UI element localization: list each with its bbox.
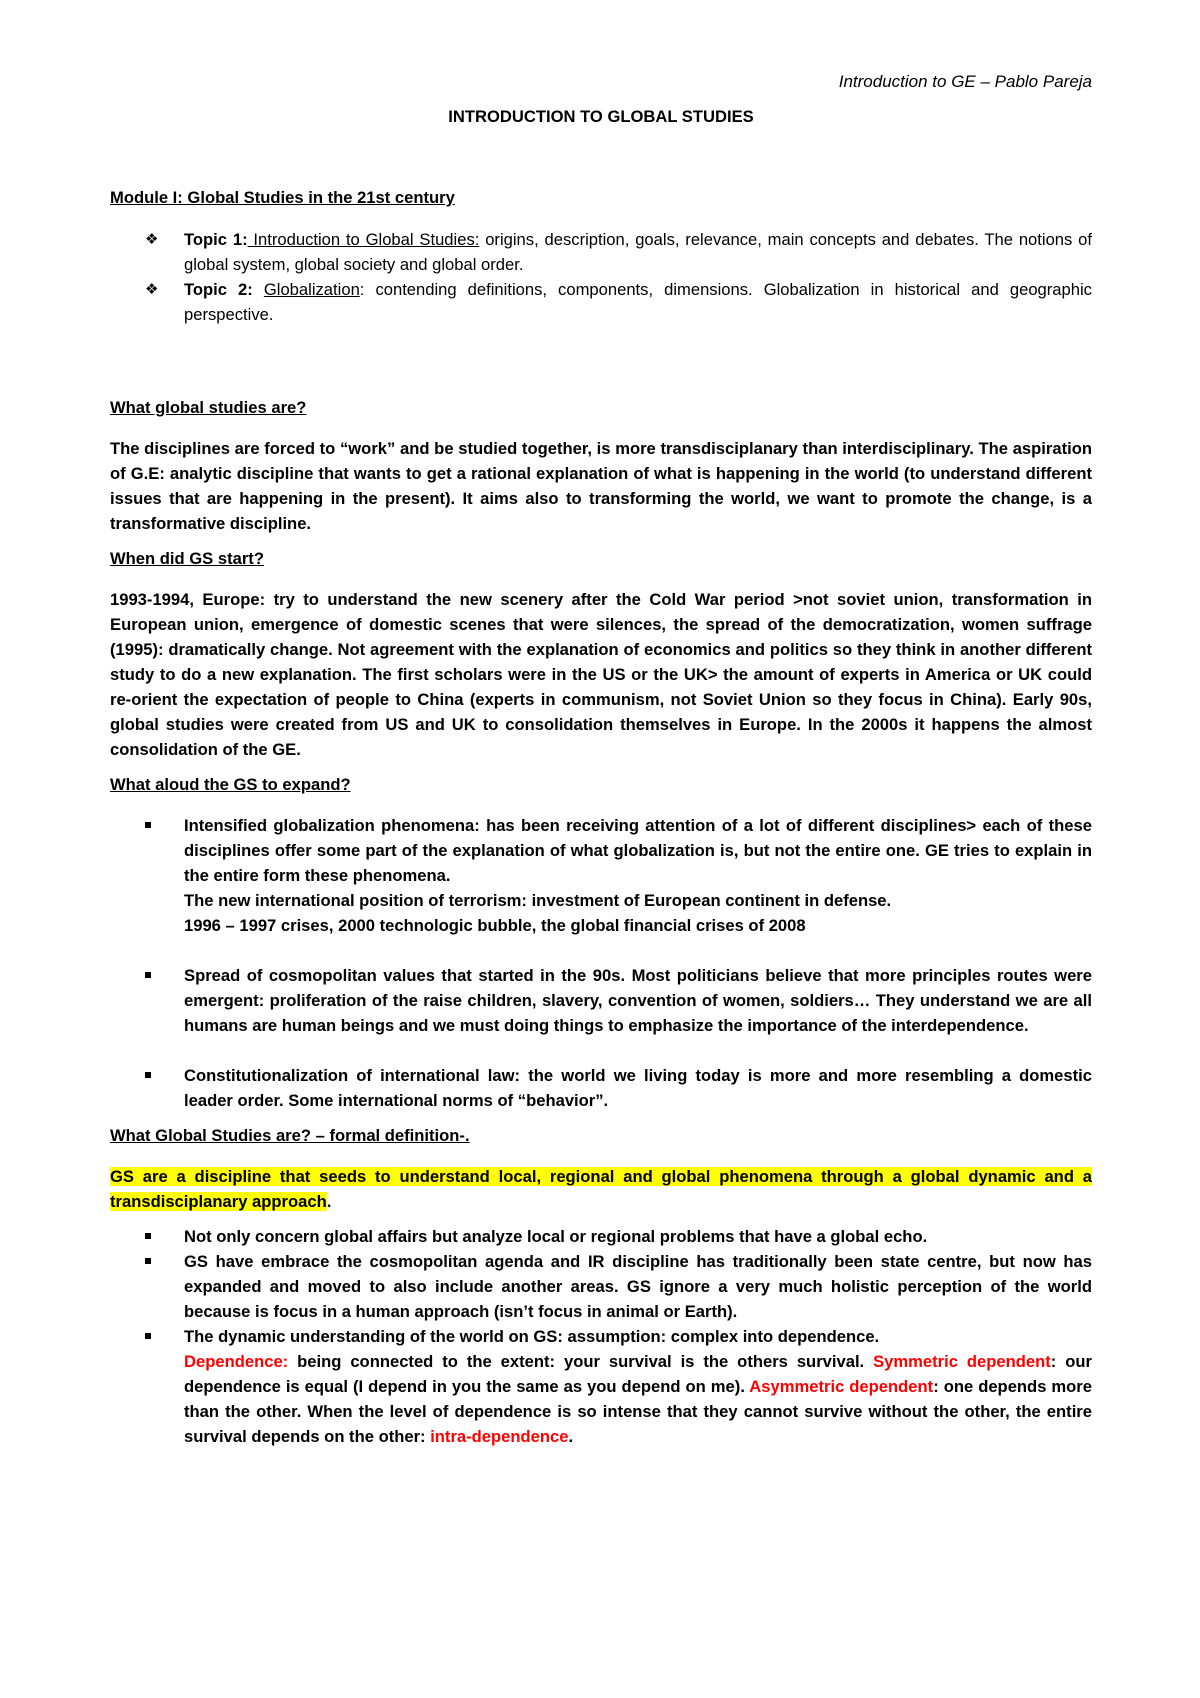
list-item-text: Not only concern global affairs but analyze local or regional problems that have a global echo. — [184, 1227, 928, 1246]
topic-item — [110, 277, 1092, 327]
topic-list — [110, 227, 1092, 327]
list-item-text: Spread of cosmopolitan values that started in the 90s. Most politicians believe that more principles routes were emergent: proliferation of the raise children, slavery, convention of women, soldiers… They understand we are all humans are human beings and we must doing things to emphasize the importance of the interdependence. — [184, 966, 1092, 1035]
list-item-text: Constitutionalization of international law: the world we living today is more and more resembling a domestic leader order. Some international norms of “behavior”. — [184, 1066, 1092, 1110]
bullet-list — [110, 1224, 1092, 1449]
term-definition: : our dependence is equal (I depend in you the same as you depend on me). — [184, 1352, 1092, 1396]
bullet-list — [110, 813, 1092, 1113]
list-item-subline: 1996 – 1997 crises, 2000 technologic bubble, the global financial crises of 2008 — [184, 916, 806, 935]
section-heading-what-gs-are: What global studies are? — [110, 398, 307, 417]
term-symmetric-dependent: Symmetric dependent — [873, 1352, 1051, 1371]
topic-label: Topic 2: — [184, 280, 253, 299]
square-bullet-icon — [145, 1233, 151, 1239]
definition-end: . — [326, 1192, 332, 1211]
topic-label: Topic 1: — [184, 230, 248, 249]
topic-item — [110, 227, 1092, 277]
topic-title: Globalization — [263, 280, 360, 299]
list-item-text: The dynamic understanding of the world on GS: assumption: complex into dependence. — [184, 1327, 880, 1346]
list-item — [110, 1324, 1092, 1449]
diamond-bullet-icon: ❖ — [145, 281, 159, 298]
term-definition: . — [568, 1427, 574, 1446]
square-bullet-icon — [145, 972, 151, 978]
list-item — [110, 1063, 1092, 1113]
list-item — [110, 1224, 1092, 1249]
section-heading-formal-definition: What Global Studies are? – formal definition-. — [110, 1126, 470, 1145]
highlighted-definition: GS are a discipline that seeds to understand local, regional and global phenomena through a global dynamic and a transdisciplanary approach — [110, 1167, 1092, 1211]
term-asymmetric-dependent: Asymmetric dependent — [749, 1377, 934, 1396]
square-bullet-icon — [145, 1072, 151, 1078]
list-item — [110, 963, 1092, 1038]
list-item-text: GS have embrace the cosmopolitan agenda and IR discipline has traditionally been state centre, but now has expanded and moved to also include another areas. GS ignore a very much holistic perception of the world because is focus in a human approach (isn’t focus in animal or Earth). — [184, 1252, 1092, 1321]
list-item — [110, 1249, 1092, 1324]
section-heading-when-gs-start: When did GS start? — [110, 549, 264, 568]
square-bullet-icon — [145, 1333, 151, 1339]
list-item-text: Intensified globalization phenomena: has been receiving attention of a lot of different disciplines> each of these disciplines offer some part of the explanation of what globalization is, but not the entire one. GE tries to explain in the entire form these phenomena. — [184, 816, 1092, 885]
square-bullet-icon — [145, 1258, 151, 1264]
topic-description: origins, description, goals, relevance, main concepts and debates. The notions of global system, global society and global order. — [184, 230, 1092, 274]
diamond-bullet-icon: ❖ — [145, 231, 159, 248]
list-item-subline: The new international position of terrorism: investment of European continent in defense. — [184, 891, 892, 910]
section-paragraph: 1993-1994, Europe: try to understand the new scenery after the Cold War period >not soviet union, transformation in European union, emergence of domestic scenes that were silences, the spread of the democratization, women suffrage (1995): dramatically change. Not agreement with the explanation of economics and politics so they think in another different study to do a new explanation. The first scholars were in the US or the UK> the amount of experts in America or UK could re-orient the expectation of people to China (experts in communism, not Soviet Union so they focus in China). Early 90s, global studies were created from US and UK to consolidation themselves in Europe. In the 2000s it happens the almost consolidation of the GE. — [110, 590, 1092, 759]
list-item — [110, 813, 1092, 938]
term-definition: being connected to the extent: your survival is the others survival. — [288, 1352, 874, 1371]
running-header: Introduction to GE – Pablo Pareja — [838, 72, 1092, 91]
section-paragraph: The disciplines are forced to “work” and be studied together, is more transdisciplanary than interdisciplinary. The aspiration of G.E: analytic discipline that wants to get a rational explanation of what is happening in the world (to understand different issues that are happening in the present). It aims also to transforming the world, we want to promote the change, is a transformative discipline. — [110, 439, 1092, 533]
term-definition: : one depends more than the other. When the level of dependence is so intense that they cannot survive without the other, the entire survival depends on the other: — [184, 1377, 1092, 1446]
square-bullet-icon — [145, 822, 151, 828]
term-intra-dependence: intra-dependence — [430, 1427, 569, 1446]
topic-title: Introduction to Global Studies: — [247, 230, 480, 249]
topic-description: : contending definitions, components, dimensions. Globalization in historical and geographic perspective. — [184, 280, 1092, 324]
term-dependence: Dependence: — [184, 1352, 289, 1371]
definition-paragraph — [110, 1164, 1092, 1214]
document-title: INTRODUCTION TO GLOBAL STUDIES — [448, 107, 754, 126]
module-heading: Module I: Global Studies in the 21st century — [110, 188, 455, 207]
section-heading-gs-expand: What aloud the GS to expand? — [110, 775, 351, 794]
